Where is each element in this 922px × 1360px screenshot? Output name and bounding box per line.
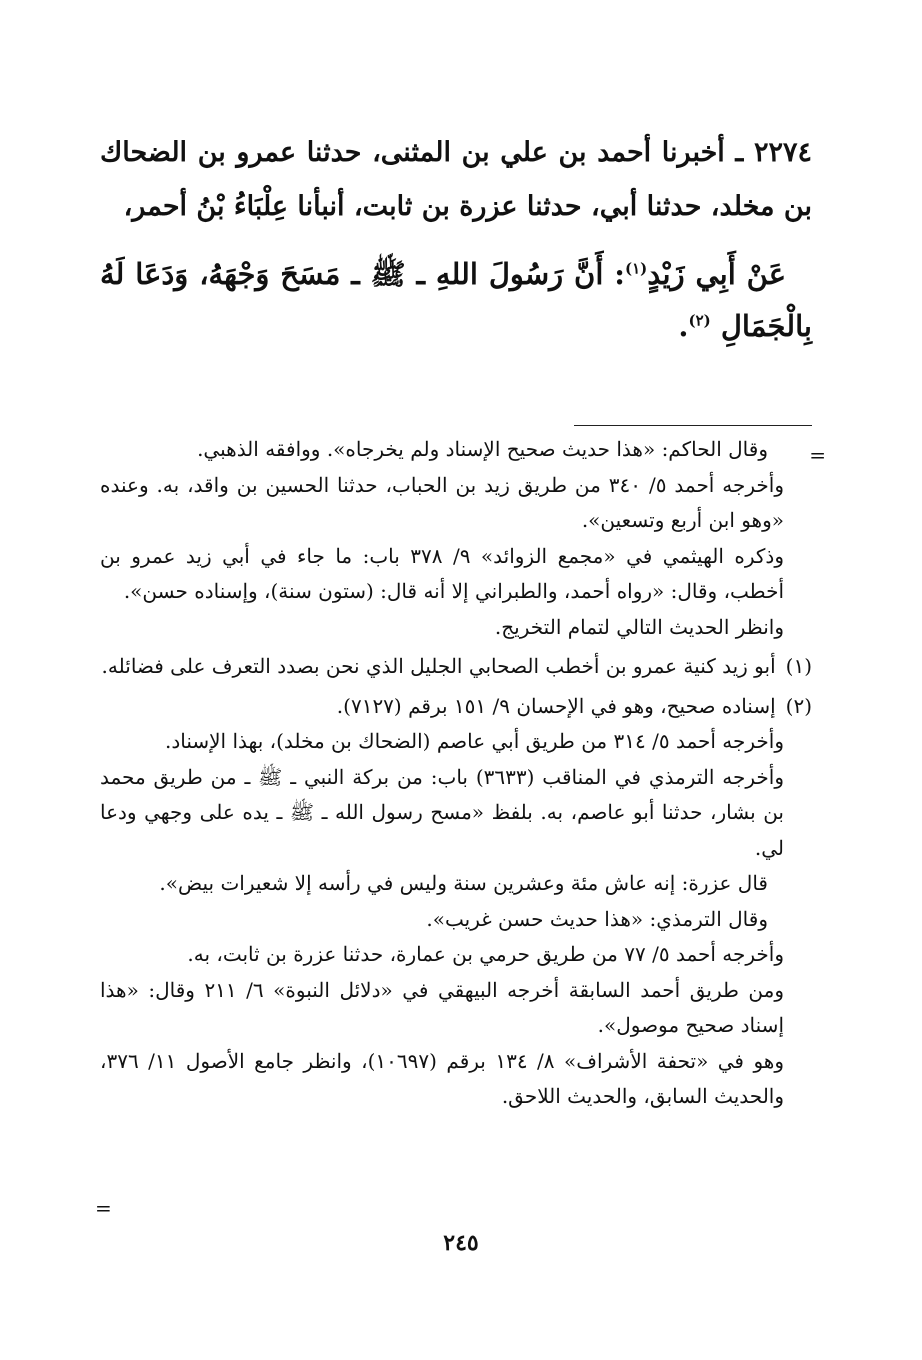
footnote-2-mark: (٢) bbox=[785, 693, 812, 718]
footnote-1-mark: (١) bbox=[785, 654, 812, 678]
hadith-rest: : أَنَّ رَسُولَ اللهِ ـ ﷺ ـ مَسَحَ وَجْهَهُ، وَدَعَا لَهُ بِالْجَمَالِ bbox=[100, 257, 812, 343]
footnote-divider bbox=[574, 425, 812, 426]
footnote-line: ومن طريق أحمد السابقة أخرجه البيهقي في «دلائل النبوة» ٦/ ٢١١ وقال: «هذا إسناد صحيح موصول». bbox=[100, 977, 784, 1037]
footnotes bbox=[100, 432, 812, 1115]
footnote-line: وأخرجه الترمذي في المناقب (٣٦٣٣) باب: من بركة النبي ـ ﷺ ـ من طريق محمد بن بشار، حدثنا أبو عاصم، به. بلفظ «مسح رسول الله ـ ﷺ ـ يده على وجهي ودعا لي. bbox=[100, 764, 784, 860]
footnote-line: وأخرجه أحمد ٥/ ٧٧ من طريق حرمي بن عمارة، حدثنا عزرة بن ثابت، به. bbox=[187, 942, 784, 966]
footnote-2-text: إسناده صحيح، وهو في الإحسان ٩/ ١٥١ برقم (٧١٢٧). bbox=[336, 693, 776, 718]
footnote-line: قال عزرة: إنه عاش مئة وعشرين سنة وليس في رأسه إلا شعيرات بيض». bbox=[159, 871, 768, 895]
hadith-text: عَنْ أَبِي زَيْدٍ bbox=[647, 257, 787, 291]
hadith-end: . bbox=[678, 309, 689, 343]
continuation-mark-bottom: = bbox=[95, 1196, 112, 1220]
footnote-1-text: أبو زيد كنية عمرو بن أخطب الصحابي الجليل الذي نحن بصدد التعرف على فضائله. bbox=[101, 654, 776, 678]
isnad-paragraph: ٢٢٧٤ ـ أخبرنا أحمد بن علي بن المثنى، حدثنا عمرو بن الضحاك بن مخلد، حدثنا أبي، حدثنا عزرة بن ثابت، أنبأنا عِلْبَاءُ بْنُ أحمر، bbox=[100, 137, 812, 222]
footnote-ref-1[interactable]: (١) bbox=[625, 259, 648, 278]
hadith-matn bbox=[100, 248, 812, 352]
footnote-line: وأخرجه أحمد ٥/ ٣٤٠ من طريق زيد بن الحباب، حدثنا الحسين بن واقد، به. وعنده «وهو ابن أربع وتسعين». bbox=[100, 472, 784, 532]
footnote-2 bbox=[100, 689, 812, 725]
page-number: ٢٤٥ bbox=[443, 1230, 479, 1256]
footnote-line: وذكره الهيثمي في «مجمع الزوائد» ٩/ ٣٧٨ باب: ما جاء في أبي زيد عمرو بن أخطب، وقال: «رواه أحمد، والطبراني إلا أنه قال: (ستون سنة)، وإسناده حسن». bbox=[100, 543, 784, 603]
footnote-ref-2[interactable]: (٢) bbox=[688, 311, 711, 330]
footnote-line: وانظر الحديث التالي لتمام التخريج. bbox=[494, 614, 784, 639]
continuation-mark-top: = bbox=[809, 443, 826, 467]
footnote-1 bbox=[100, 649, 812, 685]
hadith-section bbox=[100, 126, 812, 352]
footnote-line: وقال الحاكم: «هذا حديث صحيح الإسناد ولم يخرجاه». ووافقه الذهبي. bbox=[197, 437, 768, 461]
footnote-line: وقال الترمذي: «هذا حديث حسن غريب». bbox=[426, 906, 768, 931]
footnote-line: وهو في «تحفة الأشراف» ٨/ ١٣٤ برقم (١٠٦٩٧)، وانظر جامع الأصول ١١/ ٣٧٦، والحديث السابق، والحديث اللاحق. bbox=[100, 1048, 784, 1108]
footnote-line: وأخرجه أحمد ٥/ ٣١٤ من طريق أبي عاصم (الضحاك بن مخلد)، بهذا الإسناد. bbox=[165, 729, 784, 753]
